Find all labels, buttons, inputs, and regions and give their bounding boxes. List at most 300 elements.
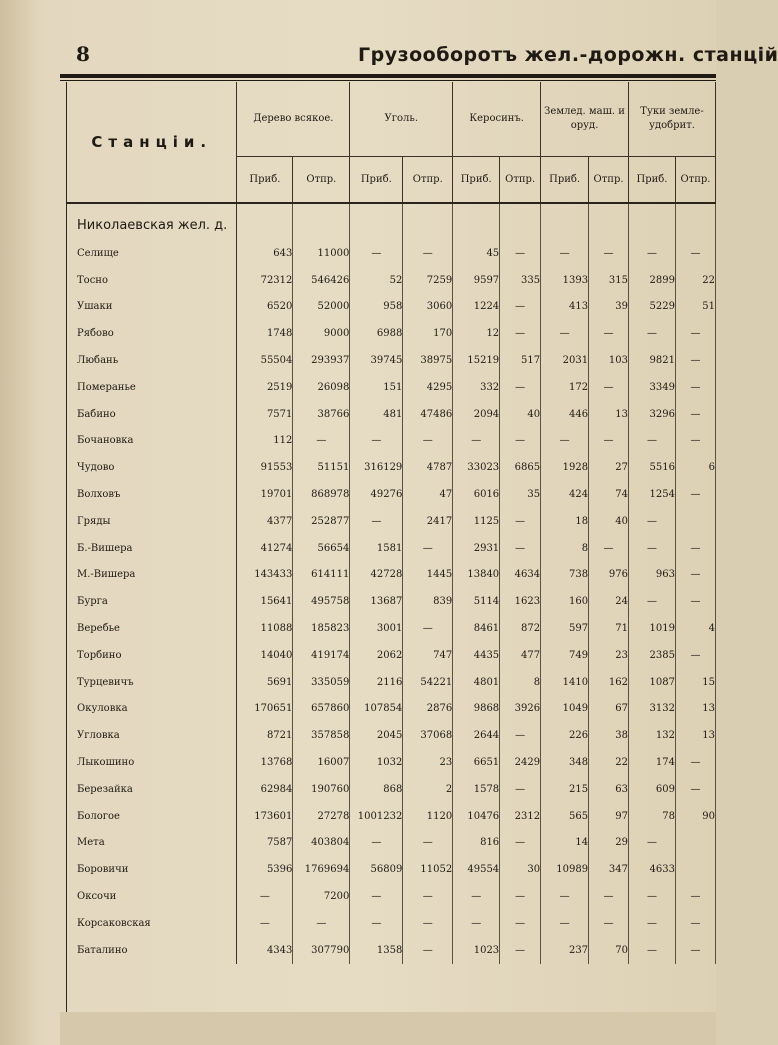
value-cell: 609 bbox=[629, 776, 676, 803]
section-title: Николаевская жел. д. bbox=[67, 204, 237, 240]
value-cell: 97 bbox=[589, 803, 629, 830]
station-name: Турцевичъ bbox=[67, 669, 237, 696]
value-cell: 173601 bbox=[237, 803, 293, 830]
value-cell: — bbox=[589, 320, 629, 347]
value-cell: — bbox=[500, 910, 541, 937]
subheader-dispatch: Отпр. bbox=[589, 157, 629, 203]
value-cell: 1224 bbox=[453, 294, 500, 321]
station-name: Ушаки bbox=[67, 294, 237, 321]
value-cell: — bbox=[500, 320, 541, 347]
station-name: Корсаковская bbox=[67, 910, 237, 937]
value-cell: — bbox=[589, 535, 629, 562]
value-cell: — bbox=[453, 428, 500, 455]
value-cell: — bbox=[453, 910, 500, 937]
value-cell: 74 bbox=[589, 481, 629, 508]
value-cell: 11000 bbox=[293, 240, 350, 267]
value-cell: 477 bbox=[500, 642, 541, 669]
value-cell: 614111 bbox=[293, 562, 350, 589]
value-cell: 49554 bbox=[453, 856, 500, 883]
station-name: Рябово bbox=[67, 320, 237, 347]
value-cell: 47486 bbox=[403, 401, 453, 428]
station-name: Окуловка bbox=[67, 696, 237, 723]
value-cell: 4801 bbox=[453, 669, 500, 696]
value-cell: — bbox=[541, 910, 589, 937]
value-cell: — bbox=[541, 240, 589, 267]
subheader-dispatch: Отпр. bbox=[500, 157, 541, 203]
value-cell: 4787 bbox=[403, 454, 453, 481]
value-cell: — bbox=[403, 428, 453, 455]
value-cell: 52000 bbox=[293, 294, 350, 321]
value-cell: — bbox=[675, 910, 715, 937]
value-cell: — bbox=[500, 535, 541, 562]
value-cell: 5516 bbox=[629, 454, 676, 481]
value-cell: — bbox=[675, 642, 715, 669]
value-cell: 51151 bbox=[293, 454, 350, 481]
value-cell: 3296 bbox=[629, 401, 676, 428]
value-cell: 63 bbox=[589, 776, 629, 803]
value-cell: 72312 bbox=[237, 267, 293, 294]
value-cell: 4435 bbox=[453, 642, 500, 669]
value-cell: 190760 bbox=[293, 776, 350, 803]
value-cell: 1023 bbox=[453, 937, 500, 964]
value-cell: 1581 bbox=[350, 535, 403, 562]
value-cell: 40 bbox=[589, 508, 629, 535]
value-cell: — bbox=[500, 776, 541, 803]
table-row bbox=[67, 588, 716, 615]
value-cell: 8 bbox=[500, 669, 541, 696]
value-cell: — bbox=[541, 428, 589, 455]
table-row bbox=[67, 347, 716, 374]
value-cell: 71 bbox=[589, 615, 629, 642]
value-cell: 6651 bbox=[453, 749, 500, 776]
value-cell: 565 bbox=[541, 803, 589, 830]
value-cell: — bbox=[500, 428, 541, 455]
table-row bbox=[67, 428, 716, 455]
value-cell: 3132 bbox=[629, 696, 676, 723]
value-cell: 839 bbox=[403, 588, 453, 615]
value-cell: 747 bbox=[403, 642, 453, 669]
value-cell: 816 bbox=[453, 830, 500, 857]
value-cell: — bbox=[453, 883, 500, 910]
value-cell: 143433 bbox=[237, 562, 293, 589]
value-cell: 9597 bbox=[453, 267, 500, 294]
value-cell: 52 bbox=[350, 267, 403, 294]
value-cell: — bbox=[500, 508, 541, 535]
value-cell: 6988 bbox=[350, 320, 403, 347]
value-cell: — bbox=[675, 776, 715, 803]
subheader-dispatch: Отпр. bbox=[293, 157, 350, 203]
value-cell: 16007 bbox=[293, 749, 350, 776]
value-cell: 7259 bbox=[403, 267, 453, 294]
value-cell: 35 bbox=[500, 481, 541, 508]
value-cell: 160 bbox=[541, 588, 589, 615]
value-cell: 23 bbox=[403, 749, 453, 776]
value-cell: 1358 bbox=[350, 937, 403, 964]
value-cell: 174 bbox=[629, 749, 676, 776]
value-cell: 1769694 bbox=[293, 856, 350, 883]
station-name: М.-Вишера bbox=[67, 562, 237, 589]
stations-column-header: Станціи. bbox=[67, 82, 237, 202]
value-cell: 13 bbox=[675, 696, 715, 723]
value-cell: — bbox=[675, 401, 715, 428]
table-row bbox=[67, 642, 716, 669]
value-cell: 151 bbox=[350, 374, 403, 401]
value-cell: 3001 bbox=[350, 615, 403, 642]
table-row bbox=[67, 883, 716, 910]
header-rule-thin bbox=[60, 80, 716, 81]
value-cell: 517 bbox=[500, 347, 541, 374]
value-cell: 3926 bbox=[500, 696, 541, 723]
value-cell: 38975 bbox=[403, 347, 453, 374]
value-cell: 38 bbox=[589, 722, 629, 749]
table-row bbox=[67, 481, 716, 508]
value-cell: 132 bbox=[629, 722, 676, 749]
station-name: Баталино bbox=[67, 937, 237, 964]
value-cell: 62984 bbox=[237, 776, 293, 803]
table-row bbox=[67, 830, 716, 857]
table-row bbox=[67, 401, 716, 428]
value-cell: 29 bbox=[589, 830, 629, 857]
value-cell: — bbox=[403, 240, 453, 267]
value-cell: — bbox=[629, 240, 676, 267]
value-cell: 4295 bbox=[403, 374, 453, 401]
value-cell: 347 bbox=[589, 856, 629, 883]
value-cell: 26098 bbox=[293, 374, 350, 401]
value-cell: 9868 bbox=[453, 696, 500, 723]
value-cell: — bbox=[589, 428, 629, 455]
value-cell: 9821 bbox=[629, 347, 676, 374]
value-cell: 2931 bbox=[453, 535, 500, 562]
value-cell: 11052 bbox=[403, 856, 453, 883]
subheader-arrival: Приб. bbox=[350, 157, 403, 203]
value-cell: 22 bbox=[675, 267, 715, 294]
value-cell: 307790 bbox=[293, 937, 350, 964]
station-name: Бологое bbox=[67, 803, 237, 830]
value-cell: 2899 bbox=[629, 267, 676, 294]
value-cell: — bbox=[675, 374, 715, 401]
value-cell: — bbox=[629, 883, 676, 910]
value-cell: — bbox=[629, 535, 676, 562]
value-cell: 2031 bbox=[541, 347, 589, 374]
group-header-fertilizer: Туки земле-удобрит. bbox=[629, 82, 716, 157]
table-row bbox=[67, 669, 716, 696]
value-cell: — bbox=[350, 883, 403, 910]
value-cell: 8461 bbox=[453, 615, 500, 642]
value-cell: — bbox=[675, 481, 715, 508]
station-name: Тосно bbox=[67, 267, 237, 294]
value-cell: — bbox=[500, 883, 541, 910]
value-cell: — bbox=[541, 320, 589, 347]
table-row bbox=[67, 856, 716, 883]
value-cell: 10476 bbox=[453, 803, 500, 830]
value-cell: 2385 bbox=[629, 642, 676, 669]
value-cell: 5114 bbox=[453, 588, 500, 615]
value-cell: — bbox=[675, 562, 715, 589]
value-cell: 597 bbox=[541, 615, 589, 642]
value-cell: — bbox=[589, 240, 629, 267]
value-cell: — bbox=[629, 320, 676, 347]
value-cell: — bbox=[350, 830, 403, 857]
value-cell: 657860 bbox=[293, 696, 350, 723]
value-cell: — bbox=[675, 240, 715, 267]
value-cell: 357858 bbox=[293, 722, 350, 749]
value-cell: 413 bbox=[541, 294, 589, 321]
station-name: Бурга bbox=[67, 588, 237, 615]
value-cell: 976 bbox=[589, 562, 629, 589]
section-row bbox=[67, 204, 716, 240]
value-cell: 112 bbox=[237, 428, 293, 455]
table-row bbox=[67, 267, 716, 294]
value-cell: 11088 bbox=[237, 615, 293, 642]
station-name: Веребье bbox=[67, 615, 237, 642]
station-name: Березайка bbox=[67, 776, 237, 803]
value-cell: 4377 bbox=[237, 508, 293, 535]
page-bottom-margin bbox=[60, 1012, 716, 1045]
station-name: Волховъ bbox=[67, 481, 237, 508]
value-cell: 237 bbox=[541, 937, 589, 964]
group-header-wood: Дерево всякое. bbox=[237, 82, 350, 157]
value-cell: — bbox=[675, 749, 715, 776]
value-cell: 56654 bbox=[293, 535, 350, 562]
value-cell: 13840 bbox=[453, 562, 500, 589]
value-cell: — bbox=[403, 937, 453, 964]
table-row bbox=[67, 562, 716, 589]
value-cell: 39 bbox=[589, 294, 629, 321]
station-name: Гряды bbox=[67, 508, 237, 535]
value-cell: 39745 bbox=[350, 347, 403, 374]
value-cell: — bbox=[589, 883, 629, 910]
value-cell: 8721 bbox=[237, 722, 293, 749]
value-cell: 45 bbox=[453, 240, 500, 267]
value-cell: — bbox=[500, 722, 541, 749]
value-cell: 30 bbox=[500, 856, 541, 883]
value-cell: 103 bbox=[589, 347, 629, 374]
value-cell: — bbox=[629, 428, 676, 455]
value-cell: 1049 bbox=[541, 696, 589, 723]
value-cell: — bbox=[350, 428, 403, 455]
value-cell: 963 bbox=[629, 562, 676, 589]
station-name: Любань bbox=[67, 347, 237, 374]
value-cell: 481 bbox=[350, 401, 403, 428]
value-cell: — bbox=[629, 937, 676, 964]
value-cell: — bbox=[500, 374, 541, 401]
station-name: Чудово bbox=[67, 454, 237, 481]
value-cell: 13768 bbox=[237, 749, 293, 776]
value-cell: 49276 bbox=[350, 481, 403, 508]
value-cell: 51 bbox=[675, 294, 715, 321]
value-cell: — bbox=[237, 883, 293, 910]
value-cell: 2 bbox=[403, 776, 453, 803]
value-cell: 13 bbox=[675, 722, 715, 749]
value-cell: — bbox=[237, 910, 293, 937]
value-cell: 6865 bbox=[500, 454, 541, 481]
value-cell: 40 bbox=[500, 401, 541, 428]
value-cell: 14040 bbox=[237, 642, 293, 669]
value-cell: 2116 bbox=[350, 669, 403, 696]
value-cell: 2062 bbox=[350, 642, 403, 669]
value-cell: 1623 bbox=[500, 588, 541, 615]
value-cell: — bbox=[500, 830, 541, 857]
value-cell: 162 bbox=[589, 669, 629, 696]
value-cell: 7587 bbox=[237, 830, 293, 857]
value-cell: 1445 bbox=[403, 562, 453, 589]
value-cell: 4634 bbox=[500, 562, 541, 589]
value-cell: — bbox=[675, 937, 715, 964]
value-cell: — bbox=[675, 428, 715, 455]
value-cell: 335059 bbox=[293, 669, 350, 696]
value-cell: — bbox=[403, 830, 453, 857]
value-cell: — bbox=[629, 910, 676, 937]
station-name: Селище bbox=[67, 240, 237, 267]
table-row bbox=[67, 696, 716, 723]
subheader-arrival: Приб. bbox=[237, 157, 293, 203]
value-cell: 9000 bbox=[293, 320, 350, 347]
value-cell: 4343 bbox=[237, 937, 293, 964]
value-cell: 738 bbox=[541, 562, 589, 589]
subheader-dispatch: Отпр. bbox=[403, 157, 453, 203]
subheader-arrival: Приб. bbox=[629, 157, 676, 203]
value-cell: 55504 bbox=[237, 347, 293, 374]
value-cell: 8 bbox=[541, 535, 589, 562]
value-cell: 78 bbox=[629, 803, 676, 830]
value-cell: — bbox=[629, 830, 676, 857]
value-cell: 335 bbox=[500, 267, 541, 294]
table-body bbox=[67, 204, 716, 964]
value-cell: — bbox=[675, 883, 715, 910]
value-cell: 24 bbox=[589, 588, 629, 615]
value-cell: 1254 bbox=[629, 481, 676, 508]
value-cell: 56809 bbox=[350, 856, 403, 883]
value-cell: — bbox=[629, 508, 676, 535]
value-cell: 1393 bbox=[541, 267, 589, 294]
value-cell: — bbox=[500, 240, 541, 267]
value-cell: 14 bbox=[541, 830, 589, 857]
station-name: Боровичи bbox=[67, 856, 237, 883]
station-name: Торбино bbox=[67, 642, 237, 669]
value-cell: 446 bbox=[541, 401, 589, 428]
table-row bbox=[67, 508, 716, 535]
value-cell: 316129 bbox=[350, 454, 403, 481]
value-cell: 1001232 bbox=[350, 803, 403, 830]
value-cell: 4 bbox=[675, 615, 715, 642]
table-header bbox=[67, 82, 716, 204]
value-cell: 1120 bbox=[403, 803, 453, 830]
station-name: Лыкошино bbox=[67, 749, 237, 776]
value-cell: 38766 bbox=[293, 401, 350, 428]
value-cell: — bbox=[293, 910, 350, 937]
station-name: Бабино bbox=[67, 401, 237, 428]
value-cell: — bbox=[675, 588, 715, 615]
value-cell: 2094 bbox=[453, 401, 500, 428]
value-cell: — bbox=[350, 508, 403, 535]
value-cell: 226 bbox=[541, 722, 589, 749]
station-name: Угловка bbox=[67, 722, 237, 749]
value-cell: 1032 bbox=[350, 749, 403, 776]
value-cell: 12 bbox=[453, 320, 500, 347]
value-cell: 5396 bbox=[237, 856, 293, 883]
value-cell: 2429 bbox=[500, 749, 541, 776]
value-cell: 41274 bbox=[237, 535, 293, 562]
value-cell: 37068 bbox=[403, 722, 453, 749]
value-cell: 348 bbox=[541, 749, 589, 776]
group-header-kerosene: Керосинъ. bbox=[453, 82, 541, 157]
value-cell: 15219 bbox=[453, 347, 500, 374]
table-row bbox=[67, 240, 716, 267]
value-cell: 33023 bbox=[453, 454, 500, 481]
value-cell: — bbox=[675, 320, 715, 347]
value-cell: — bbox=[629, 588, 676, 615]
value-cell: 6520 bbox=[237, 294, 293, 321]
value-cell: 27 bbox=[589, 454, 629, 481]
station-name: Бочановка bbox=[67, 428, 237, 455]
freight-table bbox=[67, 82, 716, 964]
table-row bbox=[67, 910, 716, 937]
table-row bbox=[67, 454, 716, 481]
value-cell: 2644 bbox=[453, 722, 500, 749]
value-cell: 293937 bbox=[293, 347, 350, 374]
value-cell: 170651 bbox=[237, 696, 293, 723]
value-cell: 3060 bbox=[403, 294, 453, 321]
table-row bbox=[67, 722, 716, 749]
table-row bbox=[67, 320, 716, 347]
value-cell: 67 bbox=[589, 696, 629, 723]
value-cell: 42728 bbox=[350, 562, 403, 589]
value-cell: 6 bbox=[675, 454, 715, 481]
subheader-arrival: Приб. bbox=[453, 157, 500, 203]
value-cell: 54221 bbox=[403, 669, 453, 696]
value-cell: — bbox=[589, 374, 629, 401]
value-cell: 6016 bbox=[453, 481, 500, 508]
table-row bbox=[67, 615, 716, 642]
value-cell: 185823 bbox=[293, 615, 350, 642]
value-cell: 7200 bbox=[293, 883, 350, 910]
value-cell: 4633 bbox=[629, 856, 676, 883]
value-cell: 107854 bbox=[350, 696, 403, 723]
value-cell: 22 bbox=[589, 749, 629, 776]
value-cell: 2312 bbox=[500, 803, 541, 830]
value-cell: 7571 bbox=[237, 401, 293, 428]
page-number: 8 bbox=[76, 42, 90, 66]
value-cell: 872 bbox=[500, 615, 541, 642]
value-cell: 1928 bbox=[541, 454, 589, 481]
value-cell: 5691 bbox=[237, 669, 293, 696]
value-cell: 10989 bbox=[541, 856, 589, 883]
running-title: Грузооборотъ жел.-дорожн. станцій bbox=[358, 44, 778, 66]
value-cell: — bbox=[403, 615, 453, 642]
table-row bbox=[67, 749, 716, 776]
value-cell: — bbox=[293, 428, 350, 455]
table-row bbox=[67, 374, 716, 401]
station-name: Оксочи bbox=[67, 883, 237, 910]
value-cell: 1125 bbox=[453, 508, 500, 535]
value-cell: — bbox=[541, 883, 589, 910]
value-cell: 70 bbox=[589, 937, 629, 964]
value-cell: 1410 bbox=[541, 669, 589, 696]
value-cell: 643 bbox=[237, 240, 293, 267]
value-cell: 13 bbox=[589, 401, 629, 428]
value-cell: 3349 bbox=[629, 374, 676, 401]
value-cell: 90 bbox=[675, 803, 715, 830]
table-row bbox=[67, 776, 716, 803]
value-cell: 495758 bbox=[293, 588, 350, 615]
value-cell: — bbox=[589, 910, 629, 937]
value-cell: 1578 bbox=[453, 776, 500, 803]
value-cell: 2417 bbox=[403, 508, 453, 535]
value-cell: 958 bbox=[350, 294, 403, 321]
group-header-machinery: Землед. маш. и оруд. bbox=[541, 82, 629, 157]
table-row bbox=[67, 803, 716, 830]
value-cell: — bbox=[500, 294, 541, 321]
